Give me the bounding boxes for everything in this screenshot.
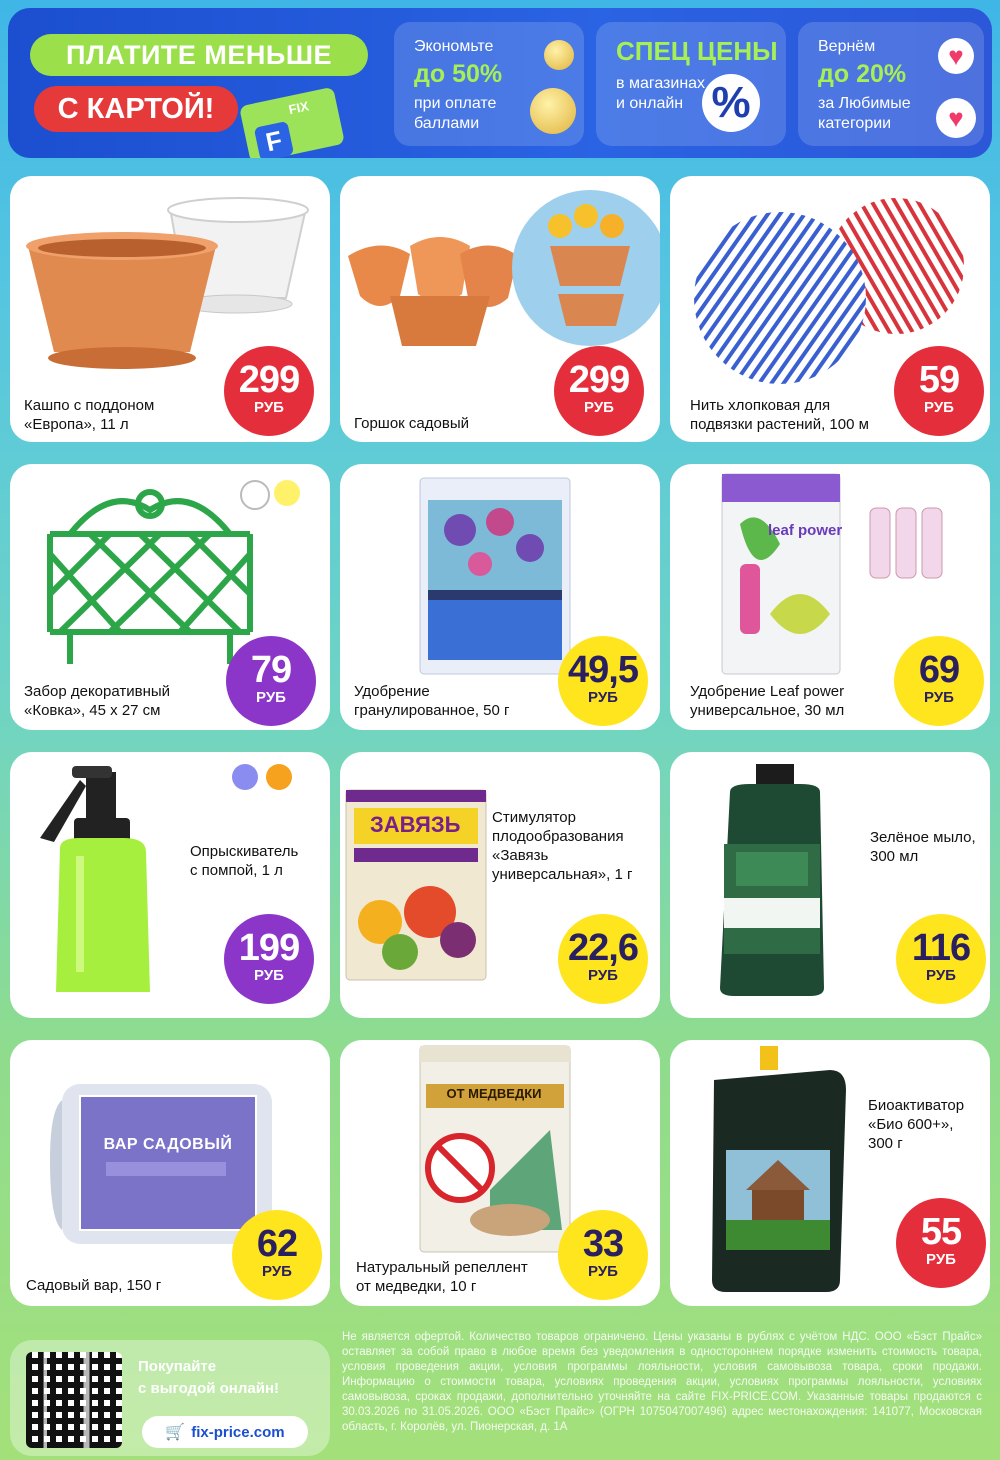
product-name-line: Натуральный репеллент <box>356 1259 528 1276</box>
box2-highlight: СПЕЦ ЦЕНЫ <box>616 36 778 66</box>
product-name <box>690 396 869 434</box>
price-value: 299 <box>238 359 300 401</box>
box3-line3: за Любимые <box>818 95 911 112</box>
price-badge <box>224 346 314 436</box>
price-currency: РУБ <box>262 1263 292 1280</box>
product-name-line: «Завязь <box>492 847 549 864</box>
price-badge <box>558 914 648 1004</box>
product-name-line: подвязки растений, 100 м <box>690 416 869 433</box>
price-badge <box>896 1198 986 1288</box>
website-link[interactable] <box>142 1416 308 1448</box>
online-promo-line: с выгодой онлайн! <box>138 1380 279 1397</box>
product-name-line: от медведки, 10 г <box>356 1278 477 1295</box>
website-label: fix-price.com <box>191 1423 285 1441</box>
price-value: 22,6 <box>568 927 638 969</box>
price-badge <box>894 346 984 436</box>
product-name-line: Зелёное мыло, <box>870 829 976 846</box>
product-name-line: гранулированное, 50 г <box>354 702 510 719</box>
price-currency: РУБ <box>924 689 954 706</box>
product-name-line: Нить хлопковая для <box>690 397 831 414</box>
bonus-points-box <box>394 22 584 146</box>
price-currency: РУБ <box>926 967 956 984</box>
price-value: 49,5 <box>568 649 638 691</box>
price-currency: РУБ <box>588 689 618 706</box>
box1-line4: баллами <box>414 115 480 132</box>
price-value: 116 <box>911 927 971 969</box>
product-name-line: Биоактиватор <box>868 1097 965 1114</box>
product-name-line: 300 мл <box>870 848 919 865</box>
qr-code-icon[interactable] <box>26 1352 122 1448</box>
promo-subtitle: С КАРТОЙ! <box>34 86 238 132</box>
product-name <box>870 828 976 866</box>
online-shop-promo <box>10 1340 330 1456</box>
product-card[interactable] <box>10 1040 330 1306</box>
product-name <box>356 1258 528 1296</box>
product-name-line: Горшок садовый <box>354 415 469 432</box>
box3-text <box>818 94 911 134</box>
price-value: 69 <box>918 649 960 691</box>
price-currency: РУБ <box>926 1251 956 1268</box>
price-currency: РУБ <box>584 399 614 416</box>
online-promo-line: Покупайте <box>138 1358 217 1375</box>
product-name-line: Кашпо с поддоном <box>24 397 155 414</box>
box1-text <box>414 94 496 134</box>
product-name-line: «Био 600+», <box>868 1116 954 1133</box>
promo-header <box>8 8 992 158</box>
price-value: 33 <box>582 1223 624 1265</box>
product-card[interactable] <box>340 752 660 1018</box>
price-currency: РУБ <box>588 1263 618 1280</box>
product-brand-label: ЗАВЯЗЬ <box>370 812 461 837</box>
price-currency: РУБ <box>254 399 284 416</box>
legal-disclaimer: Не является офертой. Количество товаров ограничено. Цены указаны в рублях с учётом НДС. ООО «Бэст Прайс» оставляет за собой право в любое время без уведомления в одностороннем порядке изменить стоимость товара, условия проведения акции, условия программы лояльности, условия самовывоза товара, сроки продажи. Информацию о стоимости товара, условиях проведения акции, условиях программы лояльности, условиях самовывоза, сроках продажи, дополнительно уточняйте на сайте FIX-PRICE.COM. Указанные товары продаются с 30.03.2026 по 31.05.2026. ООО «Бэст Прайс» (ОГРН 1075047007496) адрес местонахождения: 141077, Московская область, г. Королёв, ул. Пионерская, д. 1А <box>342 1331 982 1433</box>
price-currency: РУБ <box>254 967 284 984</box>
price-badge <box>226 636 316 726</box>
product-name <box>690 682 844 720</box>
box3-line1: Вернём <box>818 38 876 55</box>
product-name-line: «Ковка», 45 x 27 см <box>24 702 161 719</box>
box3-highlight: до 20% <box>818 60 907 88</box>
cart-icon: 🛒 <box>165 1424 186 1441</box>
product-name <box>354 682 509 720</box>
product-card[interactable] <box>670 1040 990 1306</box>
price-value: 79 <box>250 649 292 691</box>
box2-text <box>616 74 705 114</box>
price-badge <box>554 346 644 436</box>
product-name-line: с помпой, 1 л <box>190 862 283 879</box>
box1-highlight: до 50% <box>414 60 503 88</box>
product-name <box>868 1096 964 1153</box>
price-currency: РУБ <box>924 399 954 416</box>
product-name-line: универсальная», 1 г <box>492 866 633 883</box>
coin-icon <box>544 40 574 70</box>
percent-icon: % <box>702 74 760 132</box>
product-name <box>190 842 298 880</box>
price-badge <box>896 914 986 1004</box>
card-brand: FIX <box>287 98 311 118</box>
price-currency: РУБ <box>256 689 286 706</box>
online-promo-text <box>138 1356 279 1400</box>
product-card[interactable] <box>670 752 990 1018</box>
card-letter: F <box>254 121 294 158</box>
product-brand-label: ОТ МЕДВЕДКИ <box>446 1086 542 1101</box>
product-card[interactable] <box>10 464 330 730</box>
product-card[interactable] <box>340 464 660 730</box>
product-name-line: Забор декоративный <box>24 683 171 700</box>
heart-icon: ♥ <box>936 98 976 138</box>
price-value: 199 <box>238 927 300 969</box>
special-prices-box <box>596 22 786 146</box>
heart-icon: ♥ <box>938 38 974 74</box>
product-name-line: универсальное, 30 мл <box>690 702 845 719</box>
cashback-box <box>798 22 984 146</box>
box1-line3: при оплате <box>414 95 497 112</box>
product-name <box>24 682 170 720</box>
product-card[interactable] <box>10 752 330 1018</box>
price-badge <box>232 1210 322 1300</box>
product-name <box>26 1276 161 1295</box>
product-name-line: «Европа», 11 л <box>24 416 129 433</box>
product-card[interactable] <box>670 176 990 442</box>
box2-line4: и онлайн <box>616 95 684 112</box>
price-currency: РУБ <box>588 967 618 984</box>
product-name-line: Стимулятор <box>492 809 576 826</box>
product-name-line: 300 г <box>868 1135 903 1152</box>
price-value: 299 <box>568 359 630 401</box>
price-badge <box>224 914 314 1004</box>
product-name <box>24 396 154 434</box>
product-name-line: Садовый вар, 150 г <box>26 1277 162 1294</box>
price-value: 55 <box>920 1211 962 1253</box>
product-brand-label: leaf power <box>768 522 843 539</box>
product-brand-label: ВАР САДОВЫЙ <box>103 1136 233 1153</box>
product-card[interactable] <box>10 176 330 442</box>
price-value: 59 <box>918 359 960 401</box>
product-name-line: Удобрение Leaf power <box>690 683 845 700</box>
product-name <box>492 808 632 884</box>
coin-icon <box>530 88 576 134</box>
product-name-line: Опрыскиватель <box>190 843 299 860</box>
price-badge <box>894 636 984 726</box>
product-name-line: плодообразования <box>492 828 624 845</box>
product-card[interactable] <box>670 464 990 730</box>
price-badge <box>558 636 648 726</box>
price-value: 62 <box>256 1223 298 1265</box>
product-card[interactable] <box>340 1040 660 1306</box>
promo-title: ПЛАТИТЕ МЕНЬШЕ <box>30 34 368 76</box>
box2-line3: в магазинах <box>616 75 706 92</box>
product-name <box>354 414 469 433</box>
box3-line4: категории <box>818 115 892 132</box>
box1-line1: Экономьте <box>414 38 494 55</box>
product-name-line: Удобрение <box>354 683 430 700</box>
price-badge <box>558 1210 648 1300</box>
product-card[interactable] <box>340 176 660 442</box>
loyalty-card-icon <box>239 87 345 158</box>
